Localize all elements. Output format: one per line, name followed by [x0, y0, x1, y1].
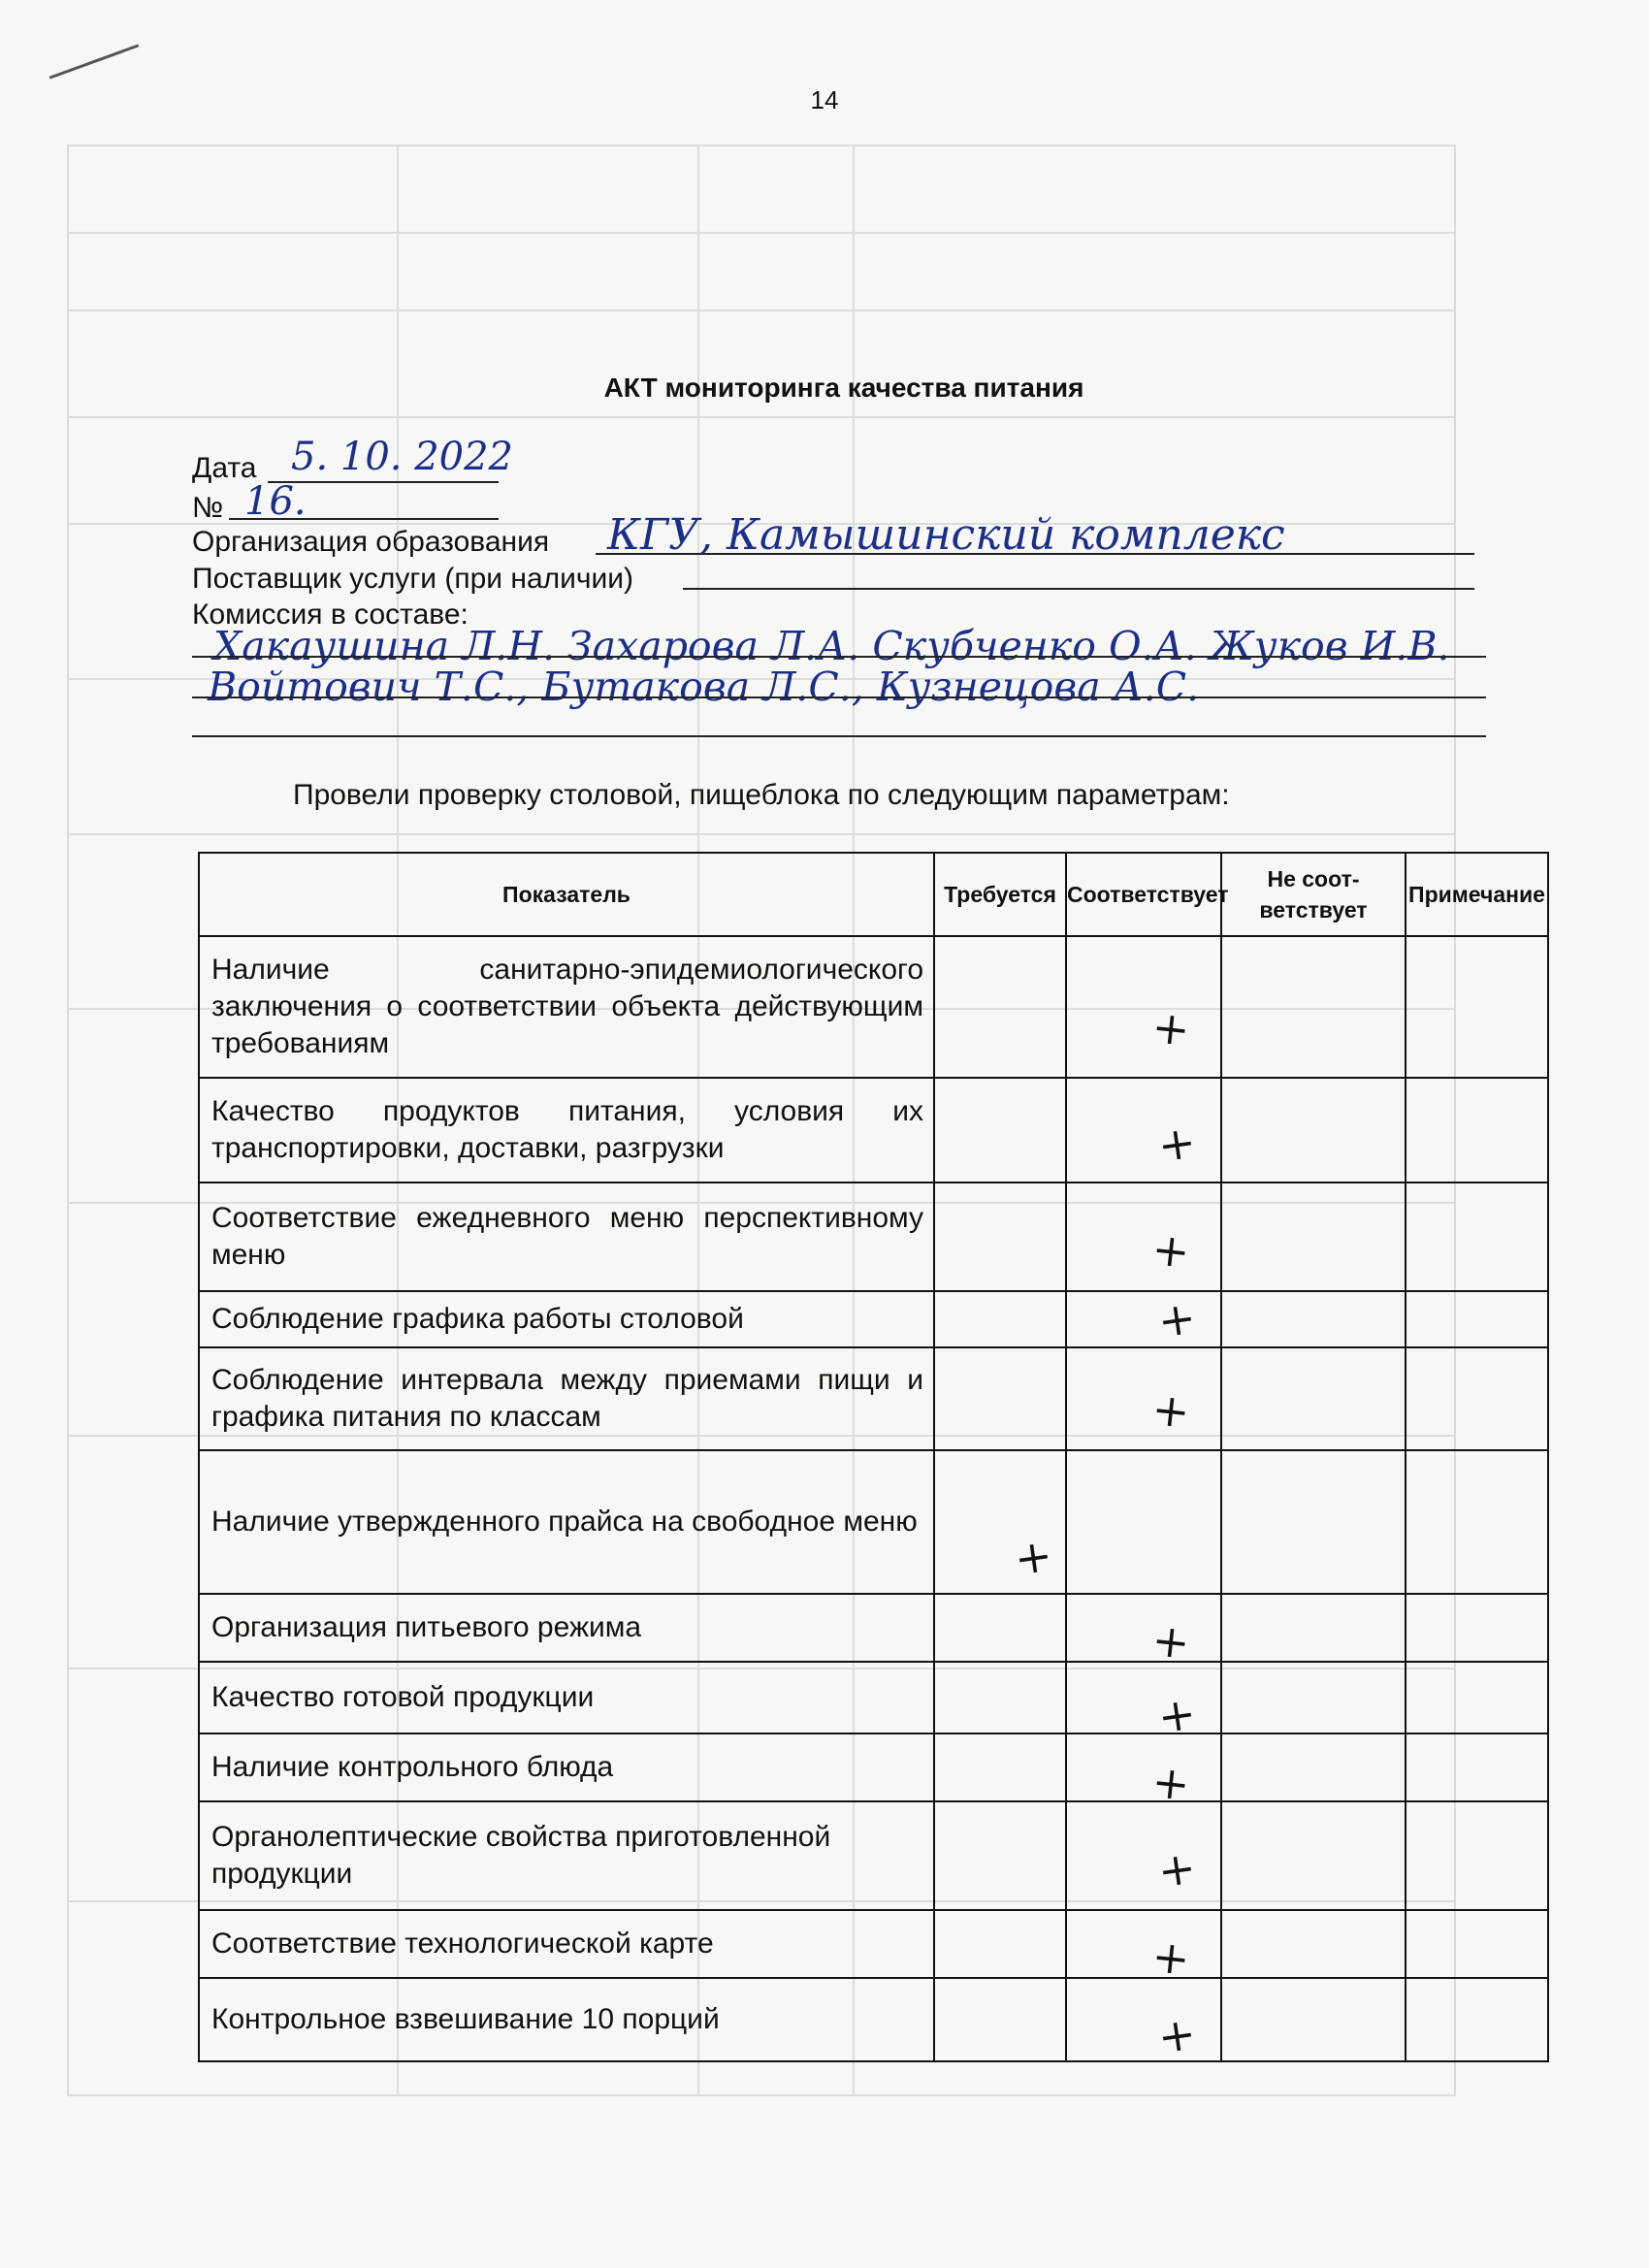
cell-required	[934, 1594, 1066, 1662]
cell-note	[1406, 1910, 1548, 1978]
indicator-cell	[199, 1183, 934, 1291]
header-required: Требуется	[934, 853, 1066, 936]
cell-note	[1406, 1801, 1548, 1910]
cell-not-complies	[1221, 1183, 1406, 1291]
commission-line-1: Хакаушина Л.Н. Захарова Л.А. Скубченко О.А. Жуков И.В.	[213, 623, 1450, 669]
header-complies: Соответствует	[1066, 853, 1221, 936]
cell-note	[1406, 1662, 1548, 1733]
cell-note	[1406, 1347, 1548, 1450]
handwritten-plus-mark: +	[1154, 2006, 1199, 2064]
table-row	[199, 1733, 1548, 1801]
cell-note	[1406, 936, 1548, 1078]
handwritten-plus-mark: +	[1149, 1929, 1192, 1986]
cell-required	[934, 1291, 1066, 1347]
cell-not-complies	[1221, 1662, 1406, 1733]
cell-complies	[1066, 1291, 1221, 1347]
cell-required	[934, 1662, 1066, 1733]
supplier-underline	[683, 588, 1474, 590]
cell-not-complies	[1221, 936, 1406, 1078]
header-indicator: Показатель	[199, 853, 934, 936]
cell-note	[1406, 1183, 1548, 1291]
table-header-row	[199, 853, 1548, 936]
table-row	[199, 1662, 1548, 1733]
cell-complies	[1066, 1801, 1221, 1910]
supplier-label: Поставщик услуги (при наличии)	[192, 563, 634, 595]
cell-required	[934, 1801, 1066, 1910]
handwritten-plus-mark: +	[1154, 1290, 1199, 1348]
indicator-cell	[199, 1594, 934, 1662]
cell-not-complies	[1221, 1594, 1406, 1662]
cell-complies	[1066, 1733, 1221, 1811]
indicator-cell	[199, 1801, 934, 1910]
handwritten-plus-mark: +	[1149, 1382, 1192, 1439]
cell-complies	[1066, 1078, 1221, 1183]
indicator-cell	[199, 1910, 934, 1978]
table-row	[199, 1291, 1548, 1347]
table-row	[199, 1978, 1548, 2061]
indicator-text: Соблюдение графика работы столовой	[211, 1303, 744, 1335]
indicator-text: Наличие контрольного блюда	[211, 1751, 614, 1783]
indicator-text: Организация питьевого режима	[211, 1611, 642, 1643]
table-row	[199, 1801, 1548, 1910]
cell-complies	[1066, 1183, 1221, 1291]
indicator-cell	[199, 1662, 934, 1733]
cell-not-complies	[1221, 1291, 1406, 1347]
number-label: №	[192, 492, 224, 524]
handwritten-plus-mark: +	[1149, 1613, 1192, 1669]
indicator-text: Наличие утвержденного прайса на свободное меню	[211, 1506, 918, 1538]
cell-complies	[1066, 1978, 1221, 2064]
handwritten-plus-mark: +	[1149, 1755, 1192, 1811]
cell-complies	[1066, 1347, 1221, 1450]
table-row	[199, 1078, 1548, 1183]
cell-required	[934, 1078, 1066, 1183]
date-label: Дата	[192, 452, 257, 484]
commission-line-2: Войтович Т.С., Бутакова Л.С., Кузнецова А.С.	[208, 664, 1200, 710]
organization-label: Организация образования	[192, 526, 550, 558]
cell-required	[934, 1347, 1066, 1450]
commission-label: Комиссия в составе:	[192, 599, 469, 631]
cell-complies	[1066, 1910, 1221, 1986]
cell-required	[934, 1450, 1066, 1594]
handwritten-plus-mark: +	[1149, 1222, 1192, 1279]
commission-underline-1	[192, 656, 1486, 658]
header-not-complies: Не соот-ветствует	[1221, 853, 1406, 936]
indicator-cell	[199, 1078, 934, 1183]
table-row	[199, 936, 1548, 1078]
cell-note	[1406, 1978, 1548, 2061]
cell-required	[934, 1978, 1066, 2061]
indicator-cell	[199, 936, 934, 1078]
indicator-text: Контрольное взвешивание 10 порций	[211, 2003, 720, 2035]
cell-not-complies	[1221, 1078, 1406, 1183]
cell-note	[1406, 1594, 1548, 1662]
indicator-cell	[199, 1291, 934, 1347]
handwritten-plus-mark: +	[1011, 1528, 1055, 1586]
cell-note	[1406, 1733, 1548, 1801]
cell-not-complies	[1221, 1347, 1406, 1450]
cell-complies	[1066, 1662, 1221, 1744]
cell-not-complies	[1221, 1801, 1406, 1910]
indicator-text: Соответствие ежедневного меню перспективному меню	[211, 1202, 923, 1271]
indicator-text: Органолептические свойства приготовленной продукции	[211, 1821, 831, 1890]
indicator-text: Качество готовой продукции	[211, 1681, 595, 1713]
cell-required	[934, 936, 1066, 1078]
handwritten-plus-mark: +	[1154, 1115, 1199, 1173]
indicator-text: Соблюдение интервала между приемами пищи и графика питания по классам	[211, 1364, 923, 1433]
document-title: АКТ мониторинга качества питания	[603, 373, 1084, 403]
parameters-table	[198, 852, 1549, 2062]
cell-required	[934, 1910, 1066, 1978]
commission-underline-2	[192, 697, 1486, 698]
indicator-text: Качество продуктов питания, условия их транспортировки, доставки, разгрузки	[211, 1095, 923, 1164]
cell-complies	[1066, 936, 1221, 1078]
indicator-cell	[199, 1347, 934, 1450]
indicator-text: Соответствие технологической карте	[211, 1928, 714, 1960]
cell-not-complies	[1221, 1978, 1406, 2061]
cell-complies	[1066, 1594, 1221, 1669]
cell-not-complies	[1221, 1733, 1406, 1801]
table-row	[199, 1347, 1548, 1450]
organization-value: КГУ, Камышинский комплекс	[607, 510, 1285, 560]
pen-stroke-mark	[48, 44, 139, 79]
handwritten-plus-mark: +	[1149, 1000, 1192, 1056]
commission-underline-3	[192, 735, 1486, 737]
cell-required	[934, 1183, 1066, 1291]
number-value: 16.	[244, 479, 307, 524]
indicator-cell	[199, 1733, 934, 1801]
table-row	[199, 1594, 1548, 1662]
header-note: Примечание	[1406, 853, 1548, 936]
handwritten-plus-mark: +	[1154, 1686, 1199, 1744]
cell-note	[1406, 1450, 1548, 1594]
intro-text: Провели проверку столовой, пищеблока по следующим параметрам:	[293, 779, 1230, 811]
page-number: 14	[810, 85, 839, 114]
indicator-cell	[199, 1450, 934, 1594]
table-row	[199, 1450, 1548, 1594]
cell-note	[1406, 1078, 1548, 1183]
table-row	[199, 1910, 1548, 1978]
cell-required	[934, 1733, 1066, 1801]
cell-complies	[1066, 1450, 1221, 1594]
indicator-text: Наличие санитарно-эпидемиологического заключения о соответствии объекта действующим требованиям	[211, 954, 923, 1059]
indicator-cell	[199, 1978, 934, 2061]
cell-note	[1406, 1291, 1548, 1347]
table-row	[199, 1183, 1548, 1291]
handwritten-plus-mark: +	[1154, 1840, 1199, 1898]
date-value: 5. 10. 2022	[291, 435, 514, 479]
cell-not-complies	[1221, 1910, 1406, 1978]
cell-not-complies	[1221, 1450, 1406, 1594]
